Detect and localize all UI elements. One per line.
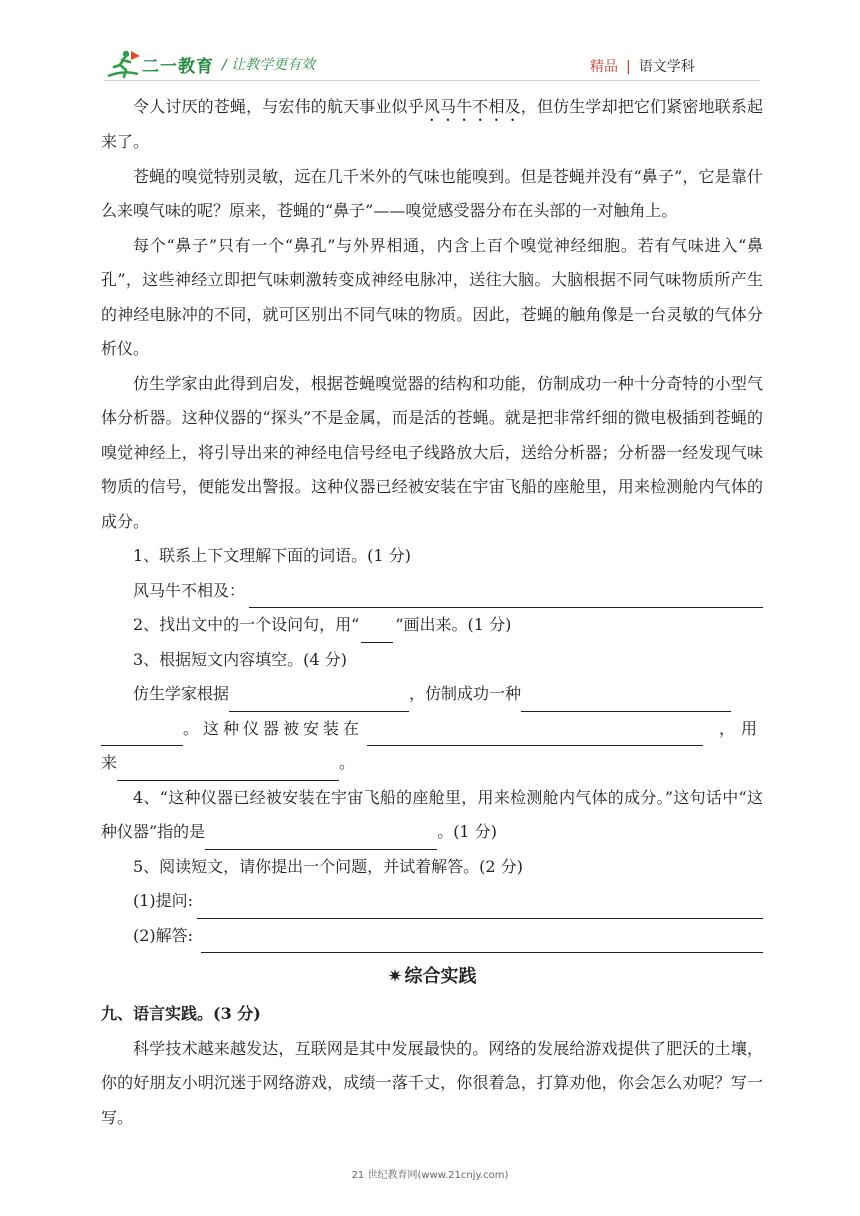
- question-3: 3、根据短文内容填空。(4 分): [133, 649, 347, 669]
- answer-blank[interactable]: [117, 758, 339, 781]
- passage-paragraph-1: 令人讨厌的苍蝇，与宏伟的航天事业似乎风马牛不相及，但仿生学却把它们紧密地联系起来了。: [101, 97, 763, 151]
- question-3-line-2: 。这种仪器被安装在 ，用: [101, 712, 763, 747]
- passage-paragraph-3: 每个“鼻子”只有一个“鼻孔”与外界相通，内含上百个嗅觉神经细胞。若有气味进入“鼻孔”，这些神经立即把气味刺激转变成神经电脉冲，送往大脑。大脑根据不同气味物质所产生的神经电脉冲的不同，就可区别出不同气味的物质。因此，苍蝇的触角像是一台灵敏的气体分析仪。: [101, 235, 763, 358]
- section-heading: 九、语言实践。(3 分): [101, 1004, 261, 1023]
- question-5-answer-line: (2)解答:: [101, 919, 763, 954]
- star-icon: ✷: [387, 966, 403, 987]
- document-body: [101, 90, 763, 1135]
- question-4: 4、“这种仪器已经被安装在宇宙飞船的座舱里，用来检测舱内气体的成分。”这句话中“这种仪器”指的是 。(1 分): [101, 781, 763, 850]
- answer-blank[interactable]: [367, 723, 703, 746]
- answer-blank[interactable]: [229, 689, 409, 712]
- header-slogan: / 让教学更有效: [222, 57, 316, 73]
- page-header: [0, 0, 860, 84]
- quality-label: 精品: [590, 59, 618, 75]
- question-1: 1、联系上下文理解下面的词语。(1 分): [133, 546, 411, 565]
- section-body: 科学技术越来越发达，互联网是其中发展最快的。网络的发展给游戏提供了肥沃的土壤，你的好朋友小明沉迷于网络游戏，成绩一落千丈，你很着急，打算劝他，你会怎么劝呢？写一写。: [101, 1038, 763, 1127]
- answer-blank[interactable]: [205, 827, 437, 850]
- question-5: 5、阅读短文，请你提出一个问题，并试着解答。(2 分): [133, 856, 523, 876]
- passage-paragraph-4: 仿生学家由此得到启发，根据苍蝇嗅觉器的结构和功能，仿制成功一种十分奇特的小型气体分析器。这种仪器的“探头”不是金属，而是活的苍蝇。就是把非常纤细的微电极插到苍蝇的嗅觉神经上，将引导出来的神经电信号经电子线路放大后，送给分析器；分析器一经发现气味物质的信号，便能发出警报。这种仪器已经被安装在宇宙飞船的座舱里，用来检测舱内气体的成分。: [101, 373, 763, 531]
- dotted-phrase: 风马牛不相及: [423, 97, 521, 116]
- page-footer: 21 世纪教育网(www.21cnjy.com): [351, 1170, 509, 1181]
- answer-blank[interactable]: [521, 689, 731, 712]
- logo-text: 二一教育: [142, 57, 214, 77]
- underline-sample: [361, 622, 393, 643]
- question-3-line-1: 仿生学家根据 ，仿制成功一种: [101, 677, 763, 712]
- header-divider: [104, 80, 760, 81]
- answer-blank[interactable]: [201, 930, 763, 953]
- passage-paragraph-2: 苍蝇的嗅觉特别灵敏，远在几千米外的气味也能嗅到。但是苍蝇并没有“鼻子”，它是靠什么来嗅气味的呢？原来，苍蝇的“鼻子”——嗅觉感受器分布在头部的一对触角上。: [101, 166, 763, 220]
- question-3-line-3: 来 。: [101, 746, 763, 781]
- question-1-answer-line: 风马牛不相及：: [101, 574, 763, 609]
- question-5-ask-line: (1)提问:: [101, 884, 763, 919]
- question-2: 2、找出文中的一个设问句，用“ ”画出来。(1 分): [101, 608, 763, 643]
- section-title: ✷ 综合实践: [387, 966, 477, 987]
- subject-label: 语文学科: [638, 59, 695, 75]
- header-subject: 精品 | 语文学科: [590, 59, 695, 75]
- answer-blank[interactable]: [197, 896, 763, 919]
- answer-blank[interactable]: [249, 585, 763, 608]
- answer-blank[interactable]: [101, 723, 183, 746]
